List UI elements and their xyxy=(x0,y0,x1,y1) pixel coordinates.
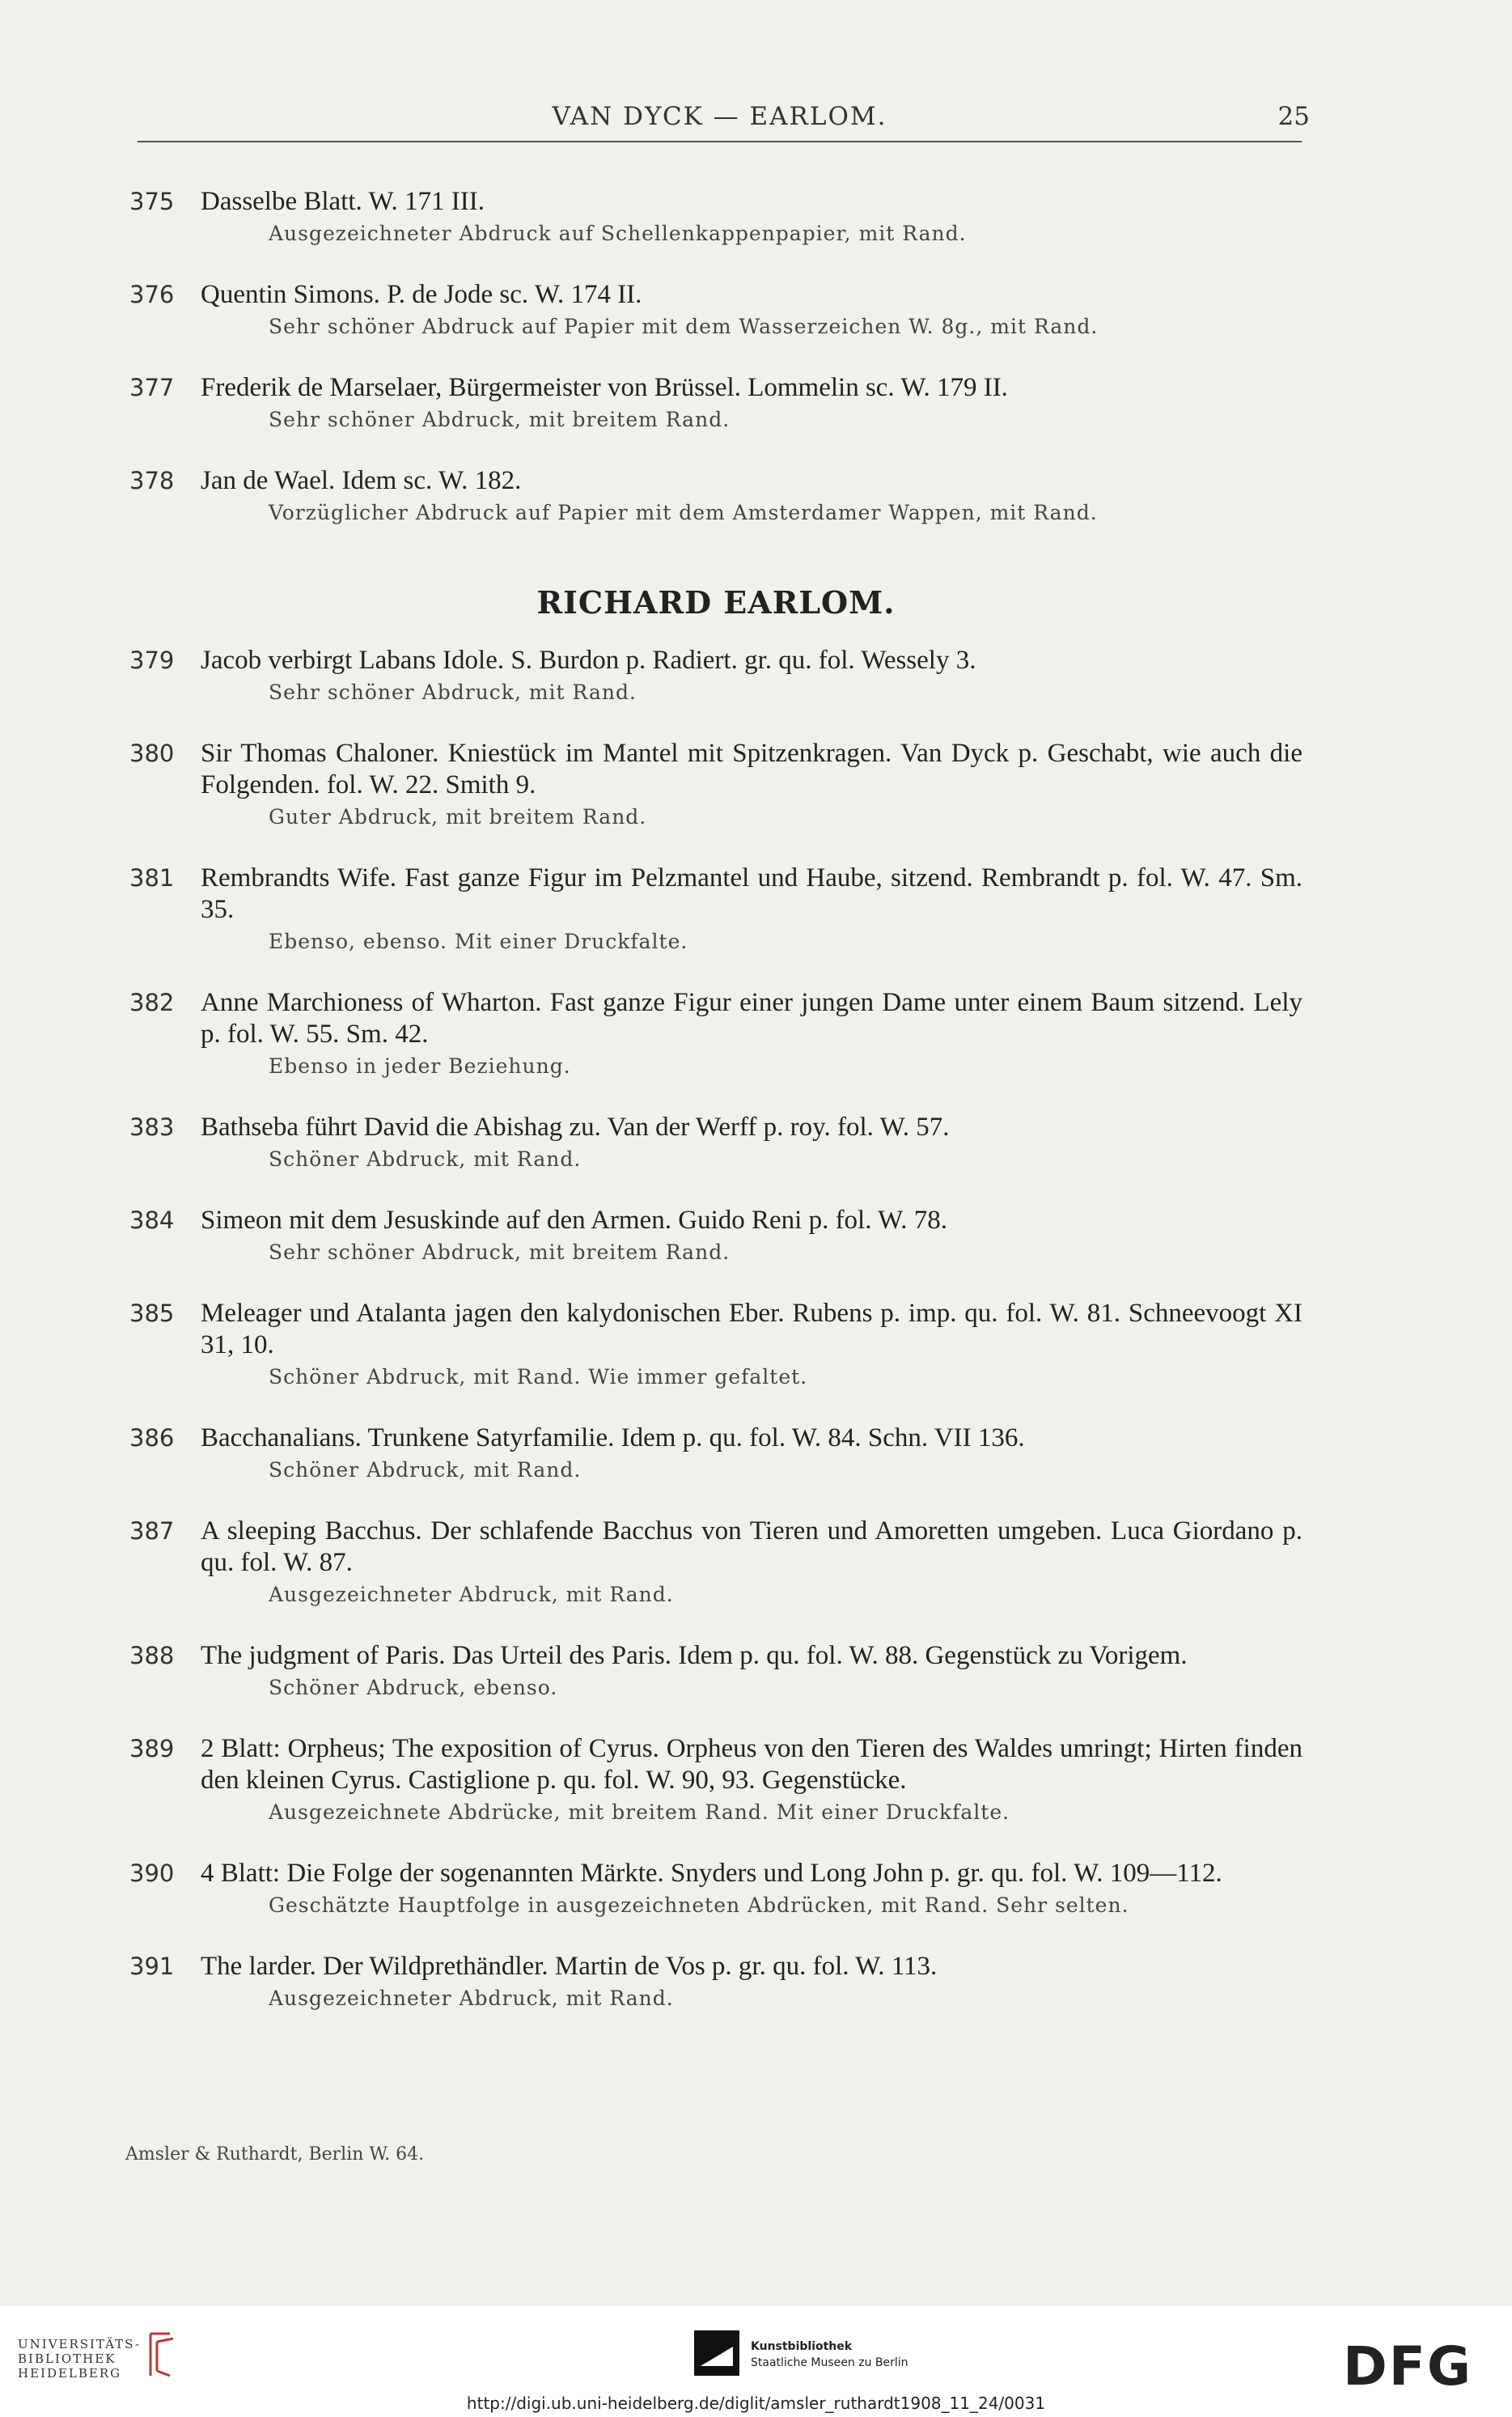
entry-condition-note: Ausgezeichneter Abdruck auf Schellenkappenpapier, mit Rand. xyxy=(269,222,967,245)
catalog-entries xyxy=(129,186,1302,2044)
entry-condition-note: Ausgezeichnete Abdrücke, mit breitem Rand. Mit einer Druckfalte. xyxy=(269,1800,1010,1824)
entry-number: 378 xyxy=(129,467,175,494)
catalog-entry xyxy=(129,1298,1302,1390)
catalog-entry xyxy=(129,1951,1302,2012)
entry-number: 381 xyxy=(129,864,175,892)
entry-title: Jan de Wael. Idem sc. W. 182. xyxy=(201,466,522,495)
entry-condition-note: Schöner Abdruck, mit Rand. xyxy=(269,1458,582,1482)
page-number: 25 xyxy=(1277,102,1310,131)
entry-line xyxy=(129,1640,1302,1672)
catalog-entry xyxy=(129,1640,1302,1701)
catalog-entry xyxy=(129,186,1302,247)
entry-condition-note: Schöner Abdruck, mit Rand. xyxy=(269,1147,582,1171)
entry-number: 391 xyxy=(129,1953,175,1980)
entry-line xyxy=(129,1951,1302,1982)
uni-line: UNIVERSITÄTS- xyxy=(18,2337,142,2351)
entry-number: 382 xyxy=(129,989,175,1016)
entry-condition-note: Ebenso in jeder Beziehung. xyxy=(269,1054,571,1078)
catalog-entry xyxy=(129,279,1302,340)
catalog-entry xyxy=(129,645,1302,706)
kunstbibliothek-logo-icon xyxy=(694,2330,739,2376)
section-heading: RICHARD EARLOM. xyxy=(536,584,896,621)
entry-line xyxy=(129,1205,1302,1236)
entry-number: 375 xyxy=(129,188,175,215)
entry-title: The larder. Der Wildprethändler. Martin de Vos p. gr. qu. fol. W. 113. xyxy=(201,1952,938,1981)
entry-condition-note: Geschätzte Hauptfolge in ausgezeichneten Abdrücken, mit Rand. Sehr selten. xyxy=(269,1893,1129,1917)
entry-number: 383 xyxy=(129,1113,175,1141)
entry-title: Jacob verbirgt Labans Idole. S. Burdon p. Radiert. gr. qu. fol. Wessely 3. xyxy=(201,646,976,675)
entry-number: 376 xyxy=(129,281,175,308)
kunstbibliothek-label xyxy=(751,2339,908,2371)
entry-line xyxy=(129,1733,1302,1796)
entry-line xyxy=(129,465,1302,497)
entry-number: 387 xyxy=(129,1517,175,1545)
entry-line xyxy=(129,863,1302,926)
entry-condition-note: Sehr schöner Abdruck auf Papier mit dem Wasserzeichen W. 8g., mit Rand. xyxy=(269,315,1099,338)
entry-title: Dasselbe Blatt. W. 171 III. xyxy=(201,187,485,216)
entry-title: Quentin Simons. P. de Jode sc. W. 174 II. xyxy=(201,280,642,309)
entry-condition-note: Schöner Abdruck, mit Rand. Wie immer gefaltet. xyxy=(269,1365,808,1389)
entry-line xyxy=(129,987,1302,1050)
uni-line: BIBLIOTHEK xyxy=(18,2351,116,2366)
entry-title: Rembrandts Wife. Fast ganze Figur im Pelzmantel und Haube, sitzend. Rembrandt p. fol. W. 47. Sm. 35. xyxy=(201,863,1302,924)
entry-line xyxy=(129,279,1302,311)
entry-condition-note: Ausgezeichneter Abdruck, mit Rand. xyxy=(269,1987,674,2010)
entry-line xyxy=(129,1423,1302,1454)
kb-subtitle: Staatliche Museen zu Berlin xyxy=(751,2356,908,2369)
entry-title: Frederik de Marselaer, Bürgermeister von Brüssel. Lommelin sc. W. 179 II. xyxy=(201,373,1008,402)
entry-number: 380 xyxy=(129,740,175,767)
catalog-entry xyxy=(129,465,1302,526)
entry-line xyxy=(129,1112,1302,1143)
running-header xyxy=(138,95,1310,142)
uni-line: HEIDELBERG xyxy=(18,2366,122,2381)
entry-condition-note: Sehr schöner Abdruck, mit breitem Rand. xyxy=(269,408,731,431)
kb-title: Kunstbibliothek xyxy=(751,2340,853,2353)
entry-line xyxy=(129,1298,1302,1361)
catalog-entry xyxy=(129,1423,1302,1483)
entry-condition-note: Ebenso, ebenso. Mit einer Druckfalte. xyxy=(269,930,688,953)
entry-number: 389 xyxy=(129,1735,175,1762)
entry-title: Sir Thomas Chaloner. Kniestück im Mantel mit Spitzenkragen. Van Dyck p. Geschabt, wie auch die Folgenden. fol. W. 22. Smith 9. xyxy=(201,739,1302,799)
catalog-entry xyxy=(129,863,1302,955)
header-title: VAN DYCK — EARLOM. xyxy=(552,102,887,131)
entry-title: Bacchanalians. Trunkene Satyrfamilie. Idem p. qu. fol. W. 84. Schn. VII 136. xyxy=(201,1423,1025,1452)
dfg-logo: DFG xyxy=(1343,2335,1473,2398)
entry-line xyxy=(129,1516,1302,1579)
entry-condition-note: Guter Abdruck, mit breitem Rand. xyxy=(269,805,647,829)
entry-number: 384 xyxy=(129,1206,175,1234)
entry-line xyxy=(129,186,1302,218)
catalog-entry xyxy=(129,738,1302,830)
entry-condition-note: Sehr schöner Abdruck, mit Rand. xyxy=(269,681,637,704)
entry-title: 4 Blatt: Die Folge der sogenannten Märkte. Snyders und Long John p. gr. qu. fol. W. 109—112. xyxy=(201,1859,1222,1888)
entry-title: Anne Marchioness of Wharton. Fast ganze Figur einer jungen Dame unter einem Baum sitzend. Lely p. fol. W. 55. Sm. 42. xyxy=(201,988,1302,1049)
entry-line xyxy=(129,372,1302,404)
source-url[interactable]: http://digi.ub.uni-heidelberg.de/diglit/amsler_ruthardt1908_11_24/0031 xyxy=(466,2394,1046,2413)
entry-number: 377 xyxy=(129,374,175,401)
catalog-entry xyxy=(129,1516,1302,1608)
entries-van-dyck xyxy=(129,186,1302,526)
digitization-bar xyxy=(0,2306,1512,2417)
entries-earlom xyxy=(129,645,1302,2012)
catalog-entry xyxy=(129,1205,1302,1266)
entry-number: 386 xyxy=(129,1424,175,1452)
entry-number: 390 xyxy=(129,1859,175,1887)
entry-line xyxy=(129,738,1302,801)
university-logo-icon xyxy=(146,2330,178,2379)
entry-number: 379 xyxy=(129,647,175,674)
entry-title: Bathseba führt David die Abishag zu. Van der Werff p. roy. fol. W. 57. xyxy=(201,1113,950,1142)
catalog-entry xyxy=(129,372,1302,433)
entry-condition-note: Vorzüglicher Abdruck auf Papier mit dem Amsterdamer Wappen, mit Rand. xyxy=(269,501,1098,524)
catalog-entry xyxy=(129,987,1302,1079)
entry-line xyxy=(129,1858,1302,1889)
entry-title: Meleager und Atalanta jagen den kalydonischen Eber. Rubens p. imp. qu. fol. W. 81. Schneevoogt XI 31, 10. xyxy=(201,1299,1302,1359)
university-library-label xyxy=(18,2337,141,2381)
entry-condition-note: Sehr schöner Abdruck, mit breitem Rand. xyxy=(269,1240,731,1264)
entry-title: A sleeping Bacchus. Der schlafende Bacchus von Tieren und Amoretten umgeben. Luca Giordano p. qu. fol. W. 87. xyxy=(201,1516,1302,1577)
entry-number: 388 xyxy=(129,1642,175,1669)
entry-title: The judgment of Paris. Das Urteil des Paris. Idem p. qu. fol. W. 88. Gegenstück zu Vorigem. xyxy=(201,1641,1188,1670)
entry-condition-note: Ausgezeichneter Abdruck, mit Rand. xyxy=(269,1583,674,1606)
entry-title: Simeon mit dem Jesuskinde auf den Armen. Guido Reni p. fol. W. 78. xyxy=(201,1206,948,1235)
catalog-entry xyxy=(129,1733,1302,1825)
entry-number: 385 xyxy=(129,1300,175,1327)
catalog-entry xyxy=(129,1858,1302,1919)
publisher-footer: Amsler & Ruthardt, Berlin W. 64. xyxy=(125,2144,425,2165)
entry-title: 2 Blatt: Orpheus; The exposition of Cyrus. Orpheus von den Tieren des Waldes umringt; Hirten finden den kleinen Cyrus. Castiglione p. qu. fol. W. 90, 93. Gegenstücke. xyxy=(201,1734,1302,1795)
entry-condition-note: Schöner Abdruck, ebenso. xyxy=(269,1676,558,1699)
entry-line xyxy=(129,645,1302,676)
catalog-entry xyxy=(129,1112,1302,1172)
